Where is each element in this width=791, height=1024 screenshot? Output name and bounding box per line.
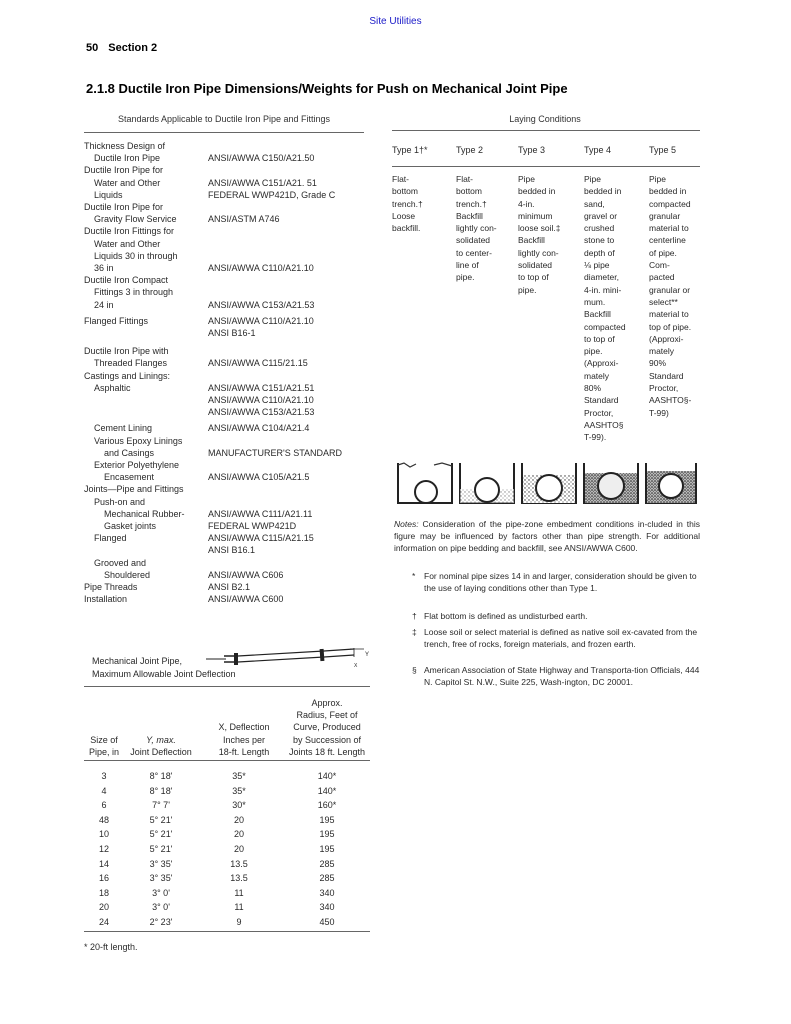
laying-type-line: to top of xyxy=(518,272,549,283)
laying-type-line: bottom xyxy=(392,186,418,197)
laying-type-line: sand, xyxy=(584,198,605,209)
standards-value-line: ANSI/AWWA C600 xyxy=(208,594,284,605)
standards-name-line: Cement Lining xyxy=(94,423,153,434)
deflection-col-header xyxy=(280,697,374,758)
laying-type-line: Backfill xyxy=(518,235,545,246)
laying-type-line: bottom xyxy=(456,186,482,197)
standards-value-line: FEDERAL WWP421D, Grade C xyxy=(208,189,336,200)
laying-type-line: ⅛ pipe xyxy=(584,260,610,271)
deflection-header-line: Inches per xyxy=(222,734,266,745)
standards-row-name xyxy=(84,140,209,164)
deflection-cell: 5° 21' xyxy=(149,844,173,854)
standards-row-value xyxy=(208,435,373,459)
deflection-header-line: Curve, Produced xyxy=(293,722,361,733)
standards-value-line: ANSI/AWWA C104/A21.4 xyxy=(208,423,310,434)
laying-type-line: bedded in xyxy=(584,186,622,197)
deflection-cell: 7° 7' xyxy=(152,800,170,811)
standards-name-line: Threaded Flanges xyxy=(94,358,168,369)
standards-name-line: Liquids xyxy=(94,189,123,200)
standards-value-line xyxy=(208,496,373,508)
standards-row-name xyxy=(84,557,209,581)
deflection-cell: 20 xyxy=(233,844,244,854)
deflection-header-line: Joints 18 ft. Length xyxy=(288,746,366,757)
laying-type-line: Proctor, xyxy=(584,407,614,418)
footnote-text: Flat bottom is defined as undisturbed earth. xyxy=(424,611,588,621)
laying-type-line: Backfill xyxy=(456,210,483,221)
laying-type-line: mately xyxy=(584,370,610,381)
standards-name-line: Various Epoxy Linings xyxy=(94,435,183,446)
laying-type-line: granular xyxy=(649,210,681,221)
standards-row-name xyxy=(84,435,209,459)
footnote-item xyxy=(412,626,700,650)
deflection-cell: 12 xyxy=(98,844,109,854)
laying-type-heading: Type 4 xyxy=(584,145,612,155)
standards-name-line: 24 in xyxy=(94,299,114,310)
laying-type-line: 4-in. xyxy=(518,198,535,209)
standards-value-line xyxy=(208,140,373,152)
mj-x-letter: X xyxy=(354,663,358,669)
standards-value-line: ANSI/AWWA C150/A21.50 xyxy=(208,153,315,164)
deflection-header-line: Pipe, in xyxy=(88,746,120,757)
standards-row-value xyxy=(208,370,373,419)
laying-type-heading: Type 1†* xyxy=(392,145,428,155)
laying-type-line: Standard xyxy=(584,395,619,406)
standards-value-line: ANSI B16.1 xyxy=(208,545,256,556)
laying-type-line: 80% xyxy=(584,383,602,394)
standards-row-value xyxy=(208,496,373,533)
deflection-cell: 10 xyxy=(98,829,109,840)
standards-name-line: Fittings 3 in through xyxy=(94,287,174,298)
laying-type-line: to top of xyxy=(584,333,615,344)
deflection-cell: 3° 0' xyxy=(152,887,170,898)
deflection-cell: 3° 35' xyxy=(149,873,173,884)
standards-value-line xyxy=(208,557,373,569)
deflection-col-header xyxy=(206,721,282,758)
deflection-cell: 285 xyxy=(319,873,335,884)
standards-value-line xyxy=(208,370,373,382)
standards-row-name xyxy=(84,581,209,593)
laying-type-heading: Type 5 xyxy=(649,145,677,155)
notes-paragraph xyxy=(394,518,700,555)
laying-type-line: solidated xyxy=(518,260,553,271)
laying-type-line: pacted xyxy=(649,272,675,283)
laying-type-line: 90% xyxy=(649,358,667,369)
standards-name-line: Encasement xyxy=(104,472,155,483)
standards-name-line: Shouldered xyxy=(104,569,151,580)
standards-name-line: Water and Other xyxy=(94,238,161,249)
standards-name-line: Joints—Pipe and Fittings xyxy=(84,484,184,495)
standards-value-line xyxy=(208,201,373,213)
laying-type-line: top of pipe. xyxy=(649,321,692,332)
standards-row-name xyxy=(84,370,209,394)
deflection-cell: 24 xyxy=(98,917,109,927)
mj-label-line: Mechanical Joint Pipe, xyxy=(92,656,183,666)
deflection-header-line: Size of xyxy=(90,734,118,745)
standards-row-value xyxy=(208,593,373,605)
standards-value-line: ANSI/AWWA C115/21.15 xyxy=(208,358,308,369)
standards-name-line: and Casings xyxy=(104,447,155,458)
standards-name-line: Asphaltic xyxy=(94,382,131,393)
standards-name-line: Castings and Linings: xyxy=(84,370,171,381)
trench-type-4 xyxy=(584,463,638,503)
footnote-mark: † xyxy=(412,611,417,621)
laying-type-description xyxy=(456,173,518,284)
standards-name-line: Flanged Fittings xyxy=(84,315,149,326)
standards-row-value xyxy=(208,532,373,556)
laying-type-line: granular or xyxy=(649,284,691,295)
standards-value-line xyxy=(208,459,373,471)
standards-row-value xyxy=(208,140,373,164)
laying-type-line: trench.† xyxy=(392,198,423,209)
standards-name-line: Ductile Iron Pipe xyxy=(94,153,161,164)
deflection-col-header xyxy=(84,734,124,758)
deflection-header-line: Y, max. xyxy=(146,734,176,745)
standards-row-value xyxy=(208,422,373,434)
standards-row-name xyxy=(84,164,209,201)
laying-type-line: material to xyxy=(649,223,689,234)
standards-row-value xyxy=(208,557,373,581)
deflection-cell: 20 xyxy=(98,902,109,913)
laying-type-line: loose soil.‡ xyxy=(518,223,561,234)
laying-type-line: bedded in xyxy=(518,186,556,197)
laying-type-line: compacted xyxy=(649,198,691,209)
deflection-cell: 140* xyxy=(317,771,337,781)
standards-row-value xyxy=(208,345,373,369)
deflection-cell: 340 xyxy=(319,887,335,898)
deflection-cell: 13.5 xyxy=(230,858,248,869)
deflection-cell: 285 xyxy=(319,858,335,869)
laying-type-line: T-99). xyxy=(584,432,607,443)
footnote-text: For nominal pipe sizes 14 in and larger, consideration should be given to the use of laying conditions other than Type 1. xyxy=(424,571,697,594)
deflection-cell: 8° 18' xyxy=(149,771,173,781)
laying-type-description xyxy=(518,173,580,296)
standards-row-value xyxy=(208,483,373,495)
standards-value-line xyxy=(208,345,373,357)
standards-value-line: ANSI/ASTM A746 xyxy=(208,214,280,225)
laying-type-line: depth of xyxy=(584,247,615,258)
standards-row-name xyxy=(84,274,209,311)
laying-type-line: Loose xyxy=(392,210,416,221)
standards-name-line: Ductile Iron Fittings for xyxy=(84,226,175,237)
trench-type-1 xyxy=(398,463,452,503)
standards-row-name xyxy=(84,593,209,605)
standards-row-value xyxy=(208,225,373,274)
standards-name-line: Push-on and xyxy=(94,496,146,507)
standards-name-line: Ductile Iron Pipe with xyxy=(84,346,169,357)
laying-type-heading: Type 3 xyxy=(518,145,546,155)
standards-value-line xyxy=(208,274,373,286)
standards-row-name xyxy=(84,496,209,533)
standards-value-line: ANSI/AWWA C151/A21.51 xyxy=(208,382,315,393)
laying-type-line: material to xyxy=(649,309,689,320)
laying-type-line: Proctor, xyxy=(649,383,679,394)
mechanical-joint-pipe-icon xyxy=(204,647,374,669)
standards-row-value xyxy=(208,274,373,311)
laying-rule-top xyxy=(392,130,700,131)
standards-name-line: Exterior Polyethylene xyxy=(94,460,180,470)
standards-rule-top xyxy=(84,132,364,133)
section-title: 2.1.8 Ductile Iron Pipe Dimensions/Weights for Push on Mechanical Joint Pipe xyxy=(86,81,568,96)
deflection-cell: 20 xyxy=(233,829,244,840)
standards-value-line: FEDERAL WWP421D xyxy=(208,520,297,531)
laying-type-line: stone to xyxy=(584,235,615,246)
deflection-footnote: * 20-ft length. xyxy=(84,942,138,952)
laying-type-line: pipe. xyxy=(456,272,475,283)
laying-type-line: (Approxi- xyxy=(649,333,684,344)
standards-value-line: ANSI/AWWA C606 xyxy=(208,569,284,580)
standards-value-line: ANSI/AWWA C151/A21. 51 xyxy=(208,177,317,188)
standards-row-name xyxy=(84,459,209,483)
deflection-cell: 48 xyxy=(98,814,109,825)
deflection-cell: 5° 21' xyxy=(149,814,173,825)
laying-type-line: select** xyxy=(649,296,678,307)
deflection-header-line: Joint Deflection xyxy=(130,746,192,757)
laying-type-line: (Approxi- xyxy=(584,358,619,369)
standards-name-line: Mechanical Rubber- xyxy=(104,508,185,519)
deflection-col-header xyxy=(124,734,198,758)
deflection-rule-top xyxy=(84,686,370,687)
standards-name-line: Ductile Iron Pipe for xyxy=(84,165,164,176)
deflection-rule-head xyxy=(84,760,370,761)
mj-y-letter: Y xyxy=(365,652,370,658)
section-label: Section 2 xyxy=(108,42,158,54)
standards-value-line xyxy=(208,483,373,495)
deflection-cell: 11 xyxy=(234,902,244,913)
notes-label: Notes: xyxy=(394,519,419,529)
laying-type-line: compacted xyxy=(584,321,626,332)
standards-value-line: ANSI/AWWA C115/A21.15 xyxy=(208,533,314,544)
laying-type-line: Com- xyxy=(649,260,670,271)
deflection-rule-bottom xyxy=(84,931,370,932)
standards-row-name xyxy=(84,422,209,434)
laying-type-description xyxy=(392,173,454,234)
footnote-item xyxy=(412,664,700,688)
laying-type-line: Flat- xyxy=(456,174,473,184)
standards-row-name xyxy=(84,315,209,327)
standards-name-line: Ductile Iron Pipe for xyxy=(84,202,164,212)
standards-value-line: ANSI/AWWA C110/A21.10 xyxy=(208,394,314,405)
deflection-header-line: Radius, Feet of xyxy=(296,710,358,721)
standards-row-value xyxy=(208,459,373,483)
deflection-cell: 35* xyxy=(232,771,246,781)
footnote-text: American Association of State Highway and Transporta-tion Officials, 444 N. Capitol St. N.W., Suite 225, Wash-ington, DC 20001. xyxy=(424,665,700,688)
laying-type-line: backfill. xyxy=(392,223,421,234)
deflection-cell: 340 xyxy=(319,902,335,913)
laying-type-line: line of xyxy=(456,260,479,271)
standards-row-value xyxy=(208,581,373,593)
deflection-header-line: Approx. xyxy=(311,698,343,708)
standards-name-line: Water and Other xyxy=(94,177,161,188)
laying-type-line: Pipe xyxy=(584,174,602,184)
laying-type-line: minimum xyxy=(518,210,553,221)
deflection-cell: 195 xyxy=(319,814,335,825)
standards-name-line: Flanged xyxy=(94,533,127,544)
laying-type-line: AASHTO§- xyxy=(649,395,692,406)
deflection-cell: 5° 21' xyxy=(149,829,173,840)
laying-type-line: bedded in xyxy=(649,186,687,197)
deflection-cell: 3° 35' xyxy=(149,858,173,869)
laying-type-line: gravel or xyxy=(584,210,618,221)
deflection-cell: 195 xyxy=(319,829,335,840)
standards-name-line: Gravity Flow Service xyxy=(94,214,177,225)
standards-value-line: ANSI B2.1 xyxy=(208,582,251,592)
standards-row-value xyxy=(208,164,373,201)
laying-header: Laying Conditions xyxy=(509,114,581,124)
deflection-cell: 20 xyxy=(233,814,244,825)
trench-type-3 xyxy=(522,463,576,503)
laying-type-description xyxy=(584,173,646,444)
laying-type-line: solidated xyxy=(456,235,491,246)
page-number: 50 xyxy=(86,42,99,54)
standards-name-line: Liquids 30 in through xyxy=(94,250,178,261)
laying-type-line: trench.† xyxy=(456,198,487,209)
deflection-cell: 195 xyxy=(319,844,335,854)
standards-value-line xyxy=(208,238,373,250)
laying-type-line: mum. xyxy=(584,296,606,307)
laying-type-line: lightly con- xyxy=(518,247,559,258)
standards-row-value xyxy=(208,201,373,225)
standards-name-line: Installation xyxy=(84,594,128,605)
standards-name-line: Gasket joints xyxy=(104,521,157,531)
standards-row-name xyxy=(84,345,209,369)
laying-type-line: Standard xyxy=(649,370,684,381)
laying-type-line: 4-in. mini- xyxy=(584,284,622,295)
standards-name-line: Grooved and xyxy=(94,557,147,568)
standards-value-line xyxy=(208,164,373,176)
standards-value-line: MANUFACTURER'S STANDARD xyxy=(208,447,343,458)
mj-label-line: Maximum Allowable Joint Deflection xyxy=(92,669,236,679)
standards-value-line xyxy=(208,286,373,298)
running-head: Site Utilities xyxy=(369,16,422,27)
deflection-cell: 3° 0' xyxy=(152,902,170,913)
laying-type-line: pipe. xyxy=(518,284,537,295)
standards-row-name xyxy=(84,532,209,544)
trench-type-2 xyxy=(460,463,514,503)
deflection-header-line: X, Deflection xyxy=(218,722,270,733)
deflection-cell: 8° 18' xyxy=(149,785,173,796)
deflection-cell: 11 xyxy=(234,887,244,898)
deflection-cell: 13.5 xyxy=(230,873,248,884)
deflection-cell: 4 xyxy=(101,785,107,796)
laying-type-line: to center- xyxy=(456,247,492,258)
laying-type-line: lightly con- xyxy=(456,223,497,234)
deflection-cell: 450 xyxy=(319,917,335,927)
standards-name-line: Ductile Iron Compact xyxy=(84,275,169,286)
laying-type-heading: Type 2 xyxy=(456,145,484,155)
laying-type-line: of pipe. xyxy=(649,247,677,258)
footnote-mark: * xyxy=(412,571,416,581)
standards-name-line: Pipe Threads xyxy=(84,582,138,592)
standards-value-line: ANSI/AWWA C153/A21.53 xyxy=(208,407,315,418)
standards-name-line: Thickness Design of xyxy=(84,141,166,151)
footnote-mark: § xyxy=(412,665,417,675)
standards-value-line xyxy=(208,435,373,447)
deflection-cell: 14 xyxy=(98,858,109,869)
deflection-header-line: by Succession of xyxy=(292,734,362,745)
standards-value-line: ANSI B16-1 xyxy=(208,327,256,338)
trench-diagrams xyxy=(396,459,698,509)
laying-type-line: Flat- xyxy=(392,174,409,184)
deflection-cell: 18 xyxy=(98,887,109,898)
footnote-item xyxy=(412,570,700,594)
standards-row-value xyxy=(208,315,373,339)
deflection-cell: 35* xyxy=(232,785,246,796)
laying-type-line: diameter, xyxy=(584,272,619,283)
laying-type-line: pipe. xyxy=(584,346,603,357)
laying-type-line: Pipe xyxy=(518,174,536,184)
footnote-text: Loose soil or select material is defined as native soil ex-cavated from the trench, free of rocks, foreign materials, and frozen earth. xyxy=(424,627,698,650)
deflection-header-line: 18-ft. Length xyxy=(218,746,270,757)
standards-row-name xyxy=(84,201,209,225)
standards-row-name xyxy=(84,483,209,495)
footnote-mark: ‡ xyxy=(412,627,417,637)
laying-type-line: mately xyxy=(649,346,675,357)
deflection-cell: 2° 23' xyxy=(149,917,173,927)
footnote-item xyxy=(412,610,700,622)
page-number-line xyxy=(86,42,167,54)
laying-type-line: T-99) xyxy=(649,407,669,418)
laying-type-line: Pipe xyxy=(649,174,667,184)
trench-type-5 xyxy=(646,463,696,503)
deflection-cell: 6 xyxy=(101,800,107,811)
standards-value-line: ANSI/AWWA C110/A21.10 xyxy=(208,262,314,273)
standards-value-line xyxy=(208,225,373,237)
standards-value-line xyxy=(208,250,373,262)
standards-value-line: ANSI/AWWA C110/A21.10 xyxy=(208,315,314,326)
deflection-cell: 160* xyxy=(317,800,337,811)
laying-type-description xyxy=(649,173,711,419)
laying-type-line: Backfill xyxy=(584,309,611,320)
laying-type-line: AASHTO§ xyxy=(584,419,624,430)
deflection-cell: 140* xyxy=(317,785,337,796)
standards-row-name xyxy=(84,225,209,274)
laying-rule-head xyxy=(392,166,700,167)
standards-value-line: ANSI/AWWA C153/A21.53 xyxy=(208,299,315,310)
standards-value-line: ANSI/AWWA C105/A21.5 xyxy=(208,472,310,483)
standards-name-line: 36 in xyxy=(94,263,114,273)
standards-value-line: ANSI/AWWA C111/A21.11 xyxy=(208,508,313,519)
laying-type-line: crushed xyxy=(584,223,615,234)
deflection-cell: 3 xyxy=(101,771,107,781)
notes-text: Consideration of the pipe-zone embedment conditions in-cluded in this figure may be influenced by factors other than pipe strength. For additional information on pipe bedding and backfill, see ANSI/AWWA C600. xyxy=(394,519,700,554)
deflection-cell: 16 xyxy=(98,873,109,884)
laying-type-line: centerline xyxy=(649,235,686,246)
standards-header: Standards Applicable to Ductile Iron Pipe and Fittings xyxy=(117,114,331,124)
deflection-cell: 30* xyxy=(232,800,246,811)
deflection-cell: 9 xyxy=(236,917,242,927)
